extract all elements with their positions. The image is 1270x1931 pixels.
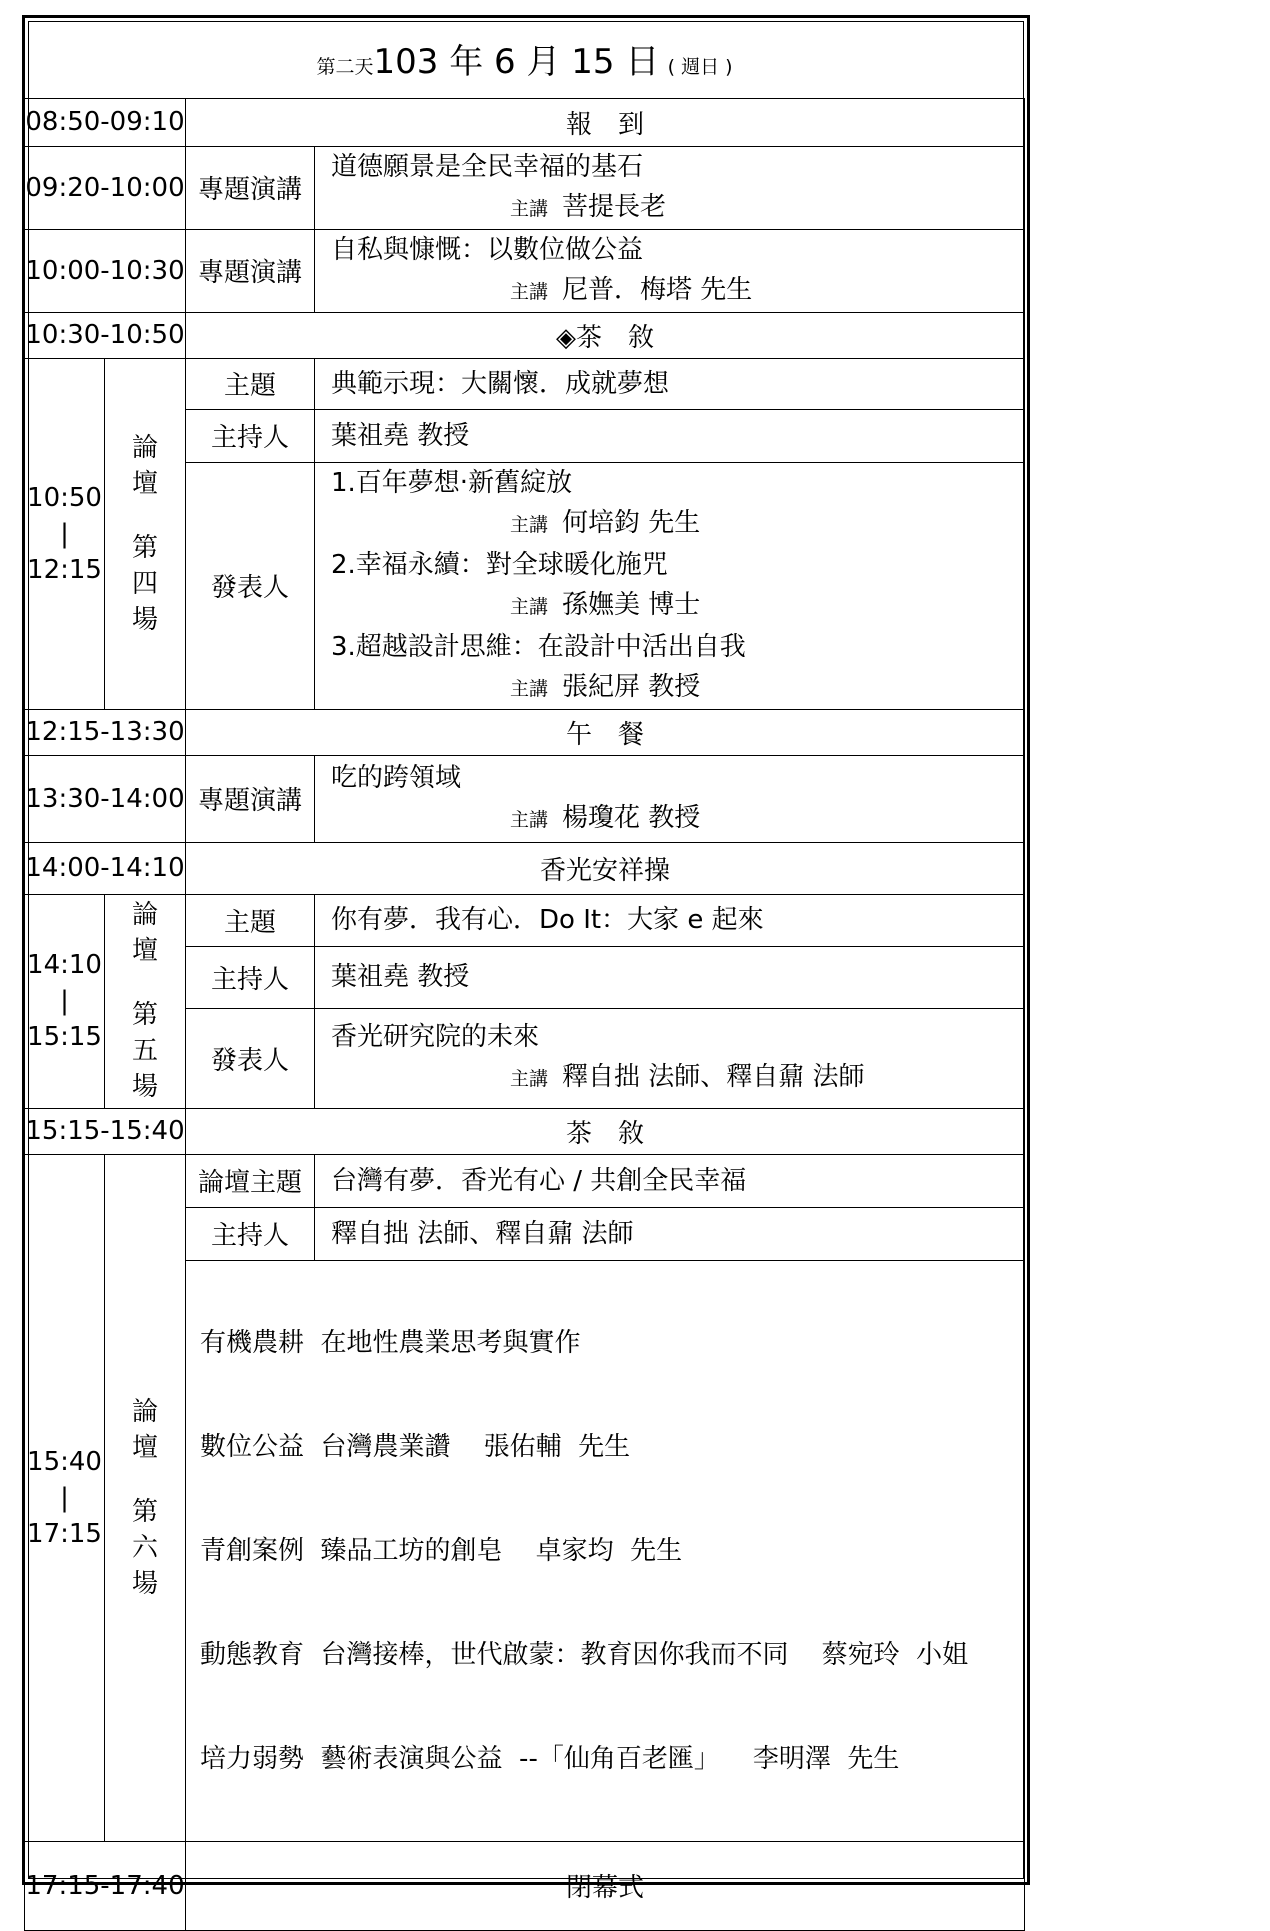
forum-theme-row bbox=[25, 1154, 1025, 1207]
speaker-line bbox=[315, 187, 1024, 229]
forum-item: 有機農耕 在地性農業思考與實作 bbox=[200, 1327, 581, 1358]
speaker-name: 孫嫵美 博士 bbox=[562, 589, 701, 620]
speaker-line bbox=[315, 798, 1024, 840]
speaker-name: 尼普．梅塔 先生 bbox=[562, 274, 753, 305]
forum-name-char: 壇 bbox=[131, 468, 158, 499]
schedule-table bbox=[24, 20, 1025, 1931]
speaker-label: 主講 bbox=[510, 197, 549, 220]
talk-title: 3.超越設計思維：在設計中活出自我 bbox=[331, 631, 746, 662]
schedule-row bbox=[25, 1108, 1025, 1154]
schedule-row bbox=[25, 709, 1025, 755]
time-start: 14:10 bbox=[27, 950, 102, 980]
forum-name-char: 第 bbox=[131, 532, 158, 563]
host-label: 主持人 bbox=[186, 1207, 315, 1260]
presenter-list bbox=[315, 1008, 1025, 1108]
speaker-name: 菩提長老 bbox=[562, 191, 667, 222]
schedule-row bbox=[25, 98, 1025, 146]
event-title: 閉幕式 bbox=[186, 1841, 1025, 1930]
event-title: 報 到 bbox=[186, 98, 1025, 146]
talk-title: 2.幸福永續：對全球暖化施咒 bbox=[331, 549, 668, 580]
day-label: 第二天 bbox=[316, 56, 374, 79]
presenter-label: 發表人 bbox=[186, 1008, 315, 1108]
session-detail bbox=[315, 229, 1025, 312]
time-cell: 17:15-17:40 bbox=[25, 1841, 186, 1930]
speaker-name: 張紀屏 教授 bbox=[562, 671, 701, 702]
time-cell: 10:00-10:30 bbox=[25, 229, 186, 312]
event-title: 午 餐 bbox=[186, 709, 1025, 755]
weekday-label: ( 週日 ) bbox=[667, 56, 733, 79]
forum-name bbox=[105, 1154, 186, 1841]
schedule-row bbox=[25, 146, 1025, 229]
theme-value: 台灣有夢．香光有心 / 共創全民幸福 bbox=[315, 1154, 1025, 1207]
speaker-name: 楊瓊花 教授 bbox=[562, 802, 701, 833]
time-dash: | bbox=[60, 518, 69, 549]
time-cell: 12:15-13:30 bbox=[25, 709, 186, 755]
session-detail bbox=[315, 755, 1025, 842]
time-dash: | bbox=[60, 986, 69, 1016]
forum-theme-row bbox=[25, 894, 1025, 946]
talk-title: 自私與慷慨：以數位做公益 bbox=[331, 234, 644, 265]
time-cell bbox=[25, 358, 105, 709]
session-type: 專題演講 bbox=[186, 146, 315, 229]
speaker-label: 主講 bbox=[510, 677, 549, 700]
time-end: 12:15 bbox=[27, 554, 102, 585]
host-value: 葉祖堯 教授 bbox=[315, 409, 1025, 462]
forum-name-char: 論 bbox=[131, 1396, 158, 1427]
forum-item-list bbox=[186, 1260, 1025, 1841]
theme-label: 主題 bbox=[186, 358, 315, 409]
time-end: 15:15 bbox=[27, 1022, 102, 1052]
event-title: 香光安祥操 bbox=[186, 842, 1025, 894]
schedule-row bbox=[25, 312, 1025, 358]
time-dash: | bbox=[60, 1482, 69, 1513]
forum-name bbox=[105, 358, 186, 709]
speaker-line bbox=[315, 503, 1024, 545]
event-title: ◈茶 敘 bbox=[186, 312, 1025, 358]
time-cell: 09:20-10:00 bbox=[25, 146, 186, 229]
time-cell: 14:00-14:10 bbox=[25, 842, 186, 894]
forum-name-char: 六 bbox=[131, 1532, 158, 1563]
forum-name-char: 論 bbox=[131, 900, 158, 930]
speaker-name: 何培鈞 先生 bbox=[562, 507, 701, 538]
schedule-row bbox=[25, 1841, 1025, 1930]
talk-title: 1.百年夢想‧新舊綻放 bbox=[331, 467, 573, 498]
theme-value: 你有夢．我有心．Do It：大家 e 起來 bbox=[315, 894, 1025, 946]
forum-item: 數位公益 台灣農業讚 張佑輔 先生 bbox=[200, 1431, 631, 1462]
time-start: 15:40 bbox=[27, 1446, 102, 1477]
host-value: 葉祖堯 教授 bbox=[315, 946, 1025, 1008]
schedule-row bbox=[25, 755, 1025, 842]
theme-label: 主題 bbox=[186, 894, 315, 946]
time-cell: 13:30-14:00 bbox=[25, 755, 186, 842]
speaker-name: 釋自拙 法師、釋自鼐 法師 bbox=[562, 1062, 865, 1092]
forum-name bbox=[105, 894, 186, 1108]
event-title: 茶 敘 bbox=[186, 1108, 1025, 1154]
time-cell: 10:30-10:50 bbox=[25, 312, 186, 358]
forum-name-char: 五 bbox=[131, 1036, 158, 1066]
theme-label: 論壇主題 bbox=[186, 1154, 315, 1207]
forum-name-char: 場 bbox=[131, 604, 158, 635]
session-detail bbox=[315, 146, 1025, 229]
speaker-line bbox=[315, 585, 1024, 627]
host-label: 主持人 bbox=[186, 409, 315, 462]
speaker-label: 主講 bbox=[510, 280, 549, 303]
day-header bbox=[25, 20, 1025, 98]
schedule-row bbox=[25, 842, 1025, 894]
session-type: 專題演講 bbox=[186, 755, 315, 842]
speaker-label: 主講 bbox=[510, 513, 549, 536]
forum-item: 培力弱勢 藝術表演與公益 --「仙角百老匯」 李明澤 先生 bbox=[200, 1743, 900, 1774]
talk-title: 道德願景是全民幸福的基石 bbox=[331, 151, 644, 182]
time-cell: 15:15-15:40 bbox=[25, 1108, 186, 1154]
date-label: 103 年 6 月 15 日 bbox=[373, 42, 660, 83]
schedule-header-row bbox=[25, 20, 1025, 98]
time-cell bbox=[25, 1154, 105, 1841]
presenter-label: 發表人 bbox=[186, 462, 315, 709]
host-label: 主持人 bbox=[186, 946, 315, 1008]
schedule-row bbox=[25, 229, 1025, 312]
talk-title: 香光研究院的未來 bbox=[331, 1022, 540, 1052]
speaker-label: 主講 bbox=[510, 595, 549, 618]
time-cell bbox=[25, 894, 105, 1108]
forum-name-char: 壇 bbox=[131, 936, 158, 966]
forum-name-char: 第 bbox=[131, 1000, 158, 1030]
talk-title: 吃的跨領域 bbox=[331, 762, 462, 793]
forum-name-char: 四 bbox=[131, 568, 158, 599]
forum-theme-row bbox=[25, 358, 1025, 409]
speaker-line bbox=[315, 667, 1024, 709]
forum-name-char: 第 bbox=[131, 1496, 158, 1527]
presenter-list bbox=[315, 462, 1025, 709]
forum-item: 動態教育 台灣接棒，世代啟蒙：教育因你我而不同 蔡宛玲 小姐 bbox=[200, 1639, 969, 1670]
forum-name-char: 場 bbox=[131, 1072, 158, 1102]
theme-value: 典範示現：大關懷．成就夢想 bbox=[315, 358, 1025, 409]
forum-item: 青創案例 臻品工坊的創皂 卓家均 先生 bbox=[200, 1535, 683, 1566]
speaker-label: 主講 bbox=[510, 1068, 549, 1090]
forum-name-char: 壇 bbox=[131, 1432, 158, 1463]
forum-name-char: 論 bbox=[131, 432, 158, 463]
time-start: 10:50 bbox=[27, 482, 102, 513]
speaker-label: 主講 bbox=[510, 808, 549, 831]
time-cell: 08:50-09:10 bbox=[25, 98, 186, 146]
forum-name-char: 場 bbox=[131, 1568, 158, 1599]
speaker-line bbox=[315, 1057, 1024, 1099]
host-value: 釋自拙 法師、釋自鼐 法師 bbox=[315, 1207, 1025, 1260]
speaker-line bbox=[315, 270, 1024, 312]
time-end: 17:15 bbox=[27, 1518, 102, 1549]
session-type: 專題演講 bbox=[186, 229, 315, 312]
